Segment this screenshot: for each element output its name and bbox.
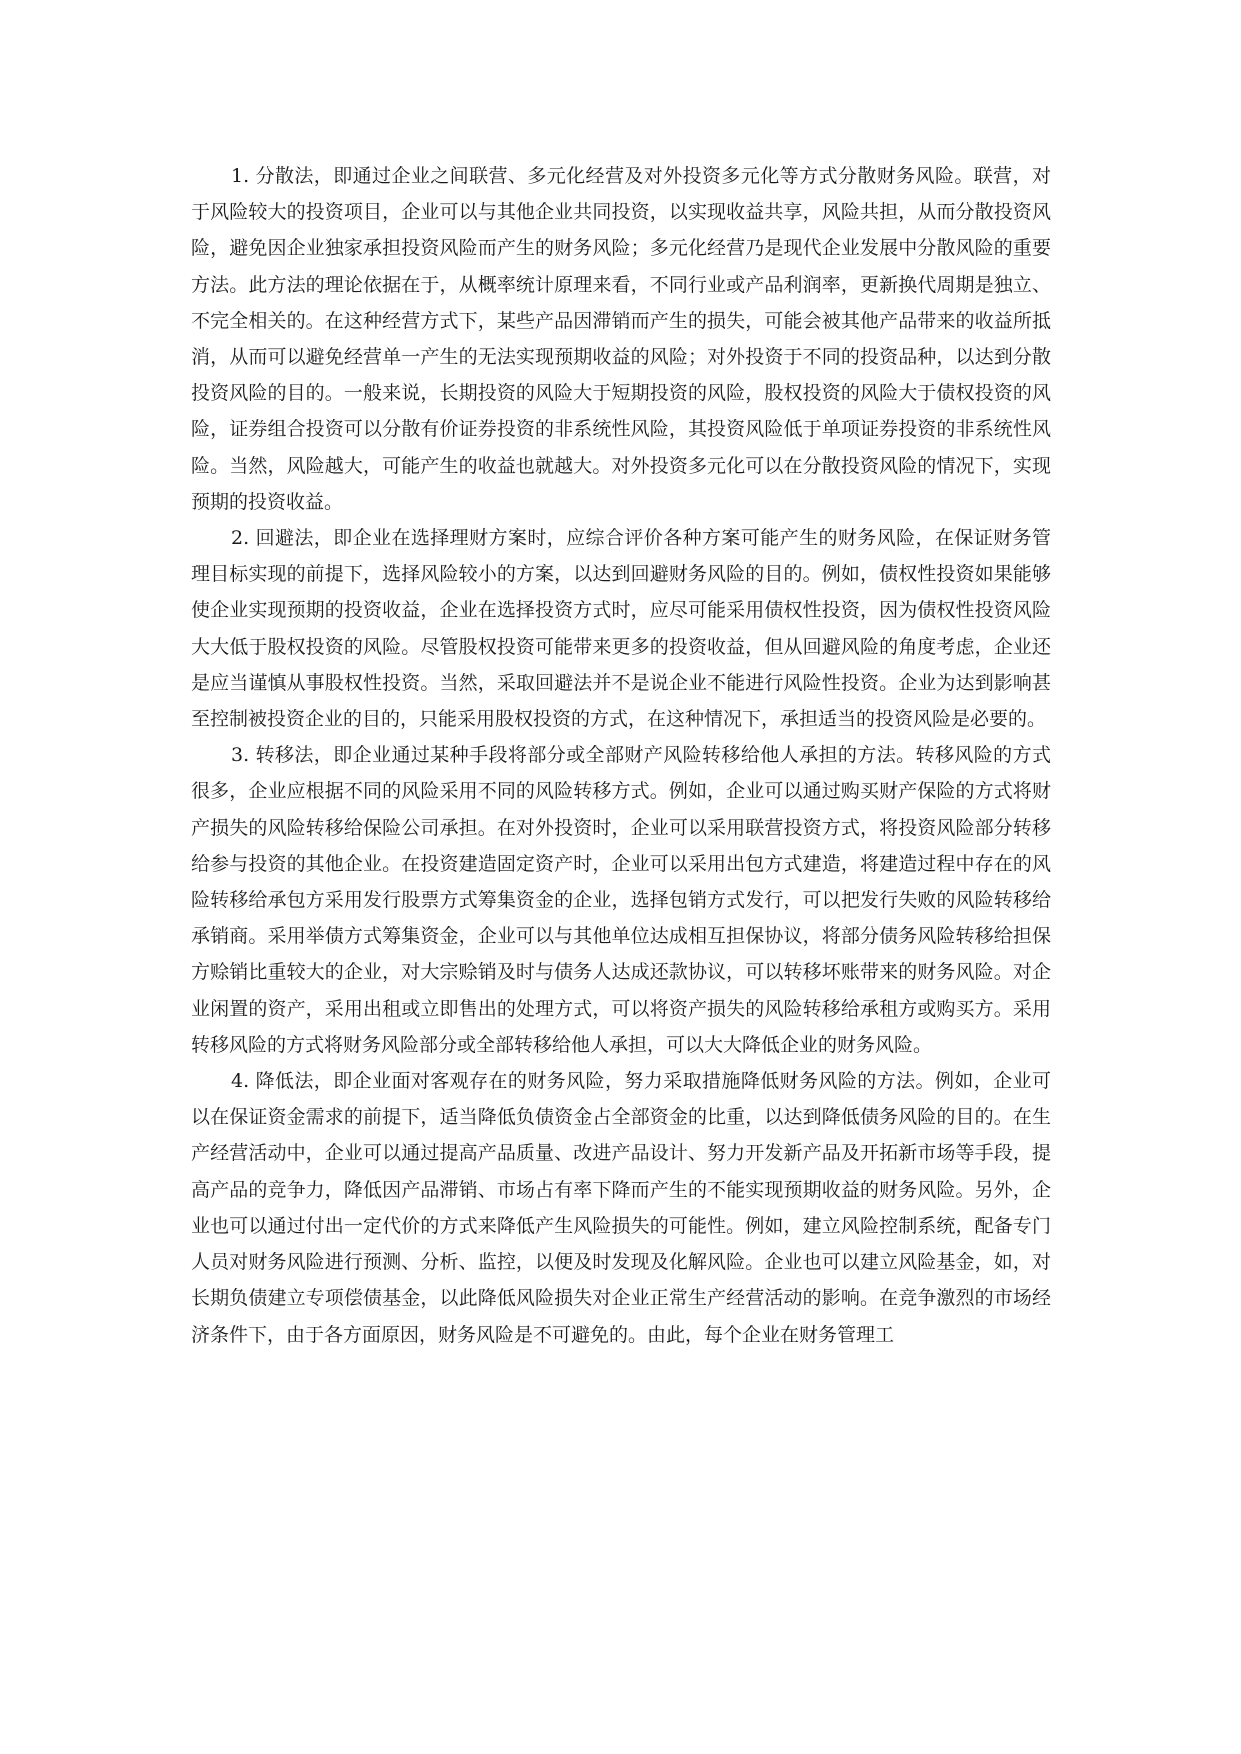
document-body <box>191 158 1051 1353</box>
paragraph-transfer-method: 3. 转移法，即企业通过某种手段将部分或全部财产风险转移给他人承担的方法。转移风险的方式很多，企业应根据不同的风险采用不同的风险转移方式。例如，企业可以通过购买财产保险的方式将财产损失的风险转移给保险公司承担。在对外投资时，企业可以采用联营投资方式，将投资风险部分转移给参与投资的其他企业。在投资建造固定资产时，企业可以采用出包方式建造，将建造过程中存在的风险转移给承包方采用发行股票方式筹集资金的企业，选择包销方式发行，可以把发行失败的风险转移给承销商。采用举债方式筹集资金，企业可以与其他单位达成相互担保协议，将部分债务风险转移给担保方赊销比重较大的企业，对大宗赊销及时与债务人达成还款协议，可以转移坏账带来的财务风险。对企业闲置的资产，采用出租或立即售出的处理方式，可以将资产损失的风险转移给承租方或购买方。采用转移风险的方式将财务风险部分或全部转移给他人承担，可以大大降低企业的财务风险。 <box>191 744 1051 1056</box>
paragraph-reduction-method: 4. 降低法，即企业面对客观存在的财务风险，努力采取措施降低财务风险的方法。例如，企业可以在保证资金需求的前提下，适当降低负债资金占全部资金的比重，以达到降低债务风险的目的。在生产经营活动中，企业可以通过提高产品质量、改进产品设计、努力开发新产品及开拓新市场等手段，提高产品的竞争力，降低因产品滞销、市场占有率下降而产生的不能实现预期收益的财务风险。另外，企业也可以通过付出一定代价的方式来降低产生风险损失的可能性。例如，建立风险控制系统，配备专门人员对财务风险进行预测、分析、监控，以便及时发现及化解风险。企业也可以建立风险基金，如，对长期负债建立专项偿债基金，以此降低风险损失对企业正常生产经营活动的影响。在竞争激烈的市场经济条件下，由于各方面原因，财务风险是不可避免的。由此，每个企业在财务管理工 <box>191 1070 1051 1346</box>
paragraph-avoidance-method: 2. 回避法，即企业在选择理财方案时，应综合评价各种方案可能产生的财务风险，在保证财务管理目标实现的前提下，选择风险较小的方案，以达到回避财务风险的目的。例如，债权性投资如果能够使企业实现预期的投资收益，企业在选择投资方式时，应尽可能采用债权性投资，因为债权性投资风险大大低于股权投资的风险。尽管股权投资可能带来更多的投资收益，但从回避风险的角度考虑，企业还是应当谨慎从事股权性投资。当然，采取回避法并不是说企业不能进行风险性投资。企业为达到影响甚至控制被投资企业的目的，只能采用股权投资的方式，在这种情况下，承担适当的投资风险是必要的。 <box>191 527 1051 731</box>
paragraph-dispersion-method: 1. 分散法，即通过企业之间联营、多元化经营及对外投资多元化等方式分散财务风险。联营，对于风险较大的投资项目，企业可以与其他企业共同投资，以实现收益共享，风险共担，从而分散投资风险，避免因企业独家承担投资风险而产生的财务风险；多元化经营乃是现代企业发展中分散风险的重要方法。此方法的理论依据在于，从概率统计原理来看，不同行业或产品利润率，更新换代周期是独立、不完全相关的。在这种经营方式下，某些产品因滞销而产生的损失，可能会被其他产品带来的收益所抵消，从而可以避免经营单一产生的无法实现预期收益的风险；对外投资于不同的投资品种，以达到分散投资风险的目的。一般来说，长期投资的风险大于短期投资的风险，股权投资的风险大于债权投资的风险，证券组合投资可以分散有价证券投资的非系统性风险，其投资风险低于单项证券投资的非系统性风险。当然，风险越大，可能产生的收益也就越大。对外投资多元化可以在分散投资风险的情况下，实现预期的投资收益。 <box>191 165 1051 513</box>
